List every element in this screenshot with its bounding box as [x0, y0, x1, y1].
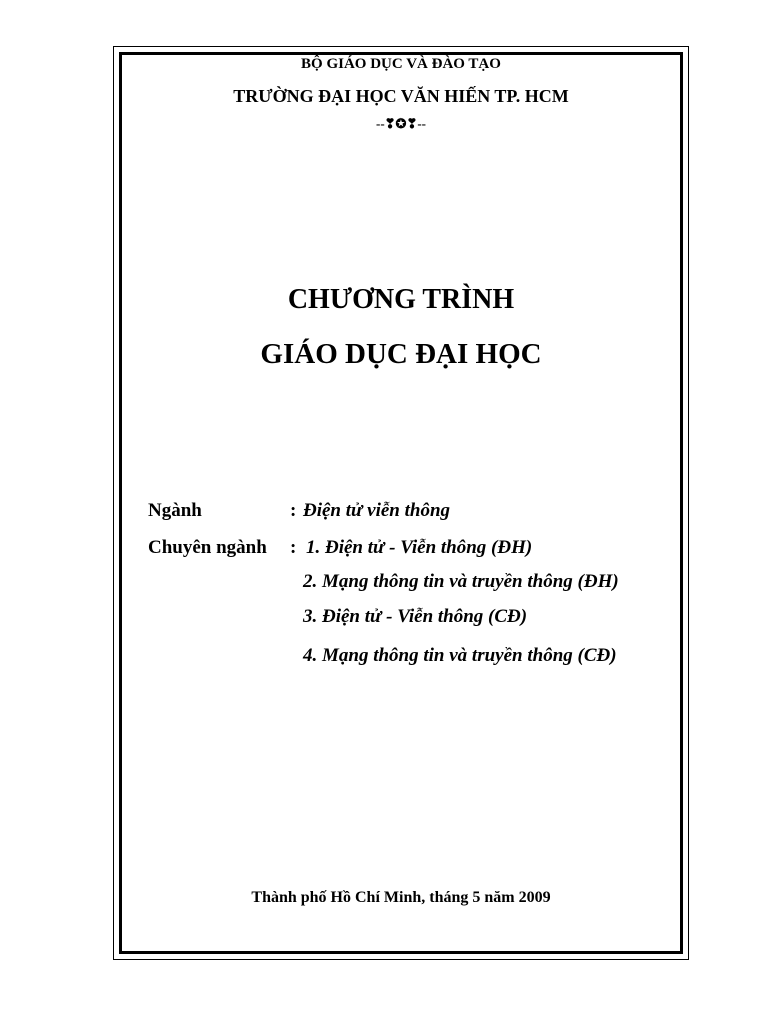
specialization-item: 1. Điện tử - Viễn thông (ĐH) [306, 537, 533, 558]
specialization-item: 3. Điện tử - Viễn thông (CĐ) [303, 606, 528, 627]
document-title-line1: CHƯƠNG TRÌNH [287, 284, 515, 315]
ministry-name: BỘ GIÁO DỤC VÀ ĐÀO TẠO [301, 56, 501, 72]
specialization-item: 4. Mạng thông tin và truyền thông (CĐ) [303, 645, 617, 666]
place-date: Thành phố Hồ Chí Minh, tháng 5 năm 2009 [251, 889, 551, 906]
major-value: Điện tử viễn thông [303, 500, 451, 521]
university-name: TRƯỜNG ĐẠI HỌC VĂN HIẾN TP. HCM [233, 86, 569, 106]
ornament-divider: --❣✪❣-- [376, 116, 426, 131]
major-colon: : [290, 500, 297, 521]
document-title-line2: GIÁO DỤC ĐẠI HỌC [260, 338, 542, 370]
specialization-item: 2. Mạng thông tin và truyền thông (ĐH) [303, 571, 619, 592]
specialization-label: Chuyên ngành [148, 537, 267, 558]
major-label: Ngành [148, 500, 202, 521]
specialization-colon: : [290, 537, 297, 558]
